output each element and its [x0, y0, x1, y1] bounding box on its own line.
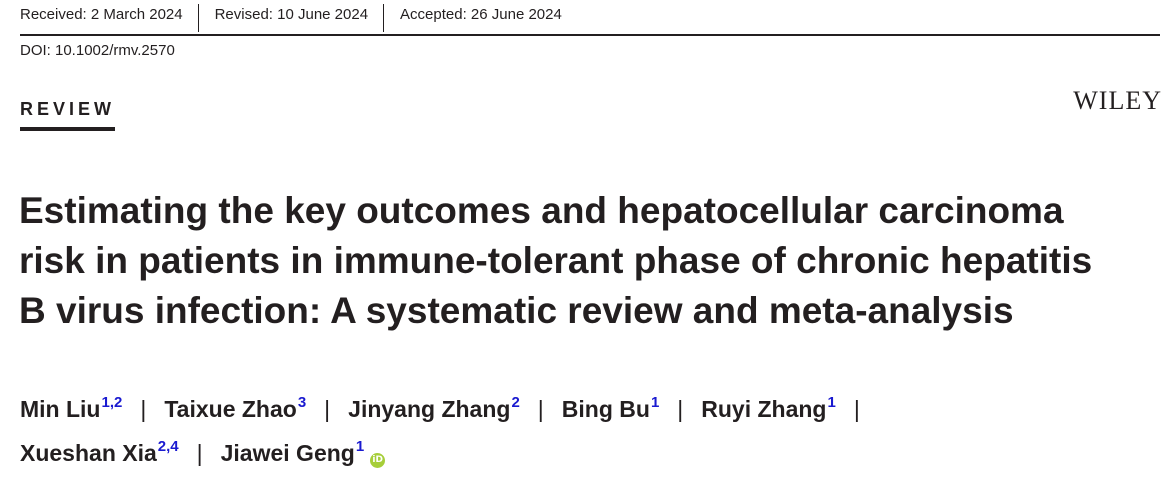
- affiliation-marker[interactable]: 2,4: [157, 438, 179, 455]
- author-name[interactable]: Ruyi Zhang: [701, 396, 827, 422]
- revised-date: Revised: 10 June 2024: [214, 6, 369, 23]
- article-history-bar: [20, 0, 1160, 36]
- author-list: [20, 389, 1170, 477]
- title-line: risk in patients in immune-tolerant phase of chronic hepatitis: [19, 240, 1093, 281]
- affiliation-marker[interactable]: 3: [297, 394, 307, 411]
- author-separator: |: [537, 396, 544, 422]
- author-separator: |: [853, 396, 860, 422]
- affiliation-marker[interactable]: 1: [355, 438, 365, 455]
- author-name[interactable]: Xueshan Xia: [20, 440, 157, 466]
- section-label: REVIEW: [20, 98, 115, 131]
- author[interactable]: [20, 389, 122, 433]
- author-line: [20, 389, 1170, 433]
- author-name[interactable]: Bing Bu: [561, 396, 650, 422]
- author-name[interactable]: Jiawei Geng: [220, 440, 355, 466]
- author-name[interactable]: Jinyang Zhang: [348, 396, 511, 422]
- affiliation-marker[interactable]: 1,2: [101, 394, 123, 411]
- author[interactable]: [562, 389, 660, 433]
- affiliation-marker[interactable]: 1: [827, 394, 836, 411]
- author-line: [20, 433, 1170, 477]
- author[interactable]: [20, 433, 179, 477]
- article-title: [19, 186, 1159, 336]
- title-line: B virus infection: A systematic review and meta-analysis: [19, 290, 1014, 331]
- affiliation-marker[interactable]: 1: [650, 394, 660, 411]
- author[interactable]: [701, 389, 836, 433]
- author[interactable]: [164, 389, 306, 433]
- author-separator: |: [324, 396, 331, 422]
- author-separator: |: [196, 440, 203, 466]
- title-line: Estimating the key outcomes and hepatocellular carcinoma: [19, 190, 1064, 231]
- author[interactable]: [348, 389, 520, 433]
- received-date: Received: 2 March 2024: [20, 6, 183, 23]
- author-separator: |: [140, 396, 147, 422]
- history-divider: [383, 4, 384, 32]
- author[interactable]: [221, 433, 365, 477]
- affiliation-marker[interactable]: 2: [511, 394, 520, 411]
- orcid-icon[interactable]: iD: [370, 453, 385, 468]
- accepted-date: Accepted: 26 June 2024: [400, 6, 562, 23]
- publisher-logo[interactable]: WILEY: [1073, 86, 1162, 115]
- author-name[interactable]: Min Liu: [20, 396, 101, 422]
- doi-link[interactable]: DOI: 10.1002/rmv.2570: [20, 42, 175, 59]
- author-name[interactable]: Taixue Zhao: [164, 396, 297, 422]
- author-separator: |: [677, 396, 684, 422]
- history-divider: [198, 4, 199, 32]
